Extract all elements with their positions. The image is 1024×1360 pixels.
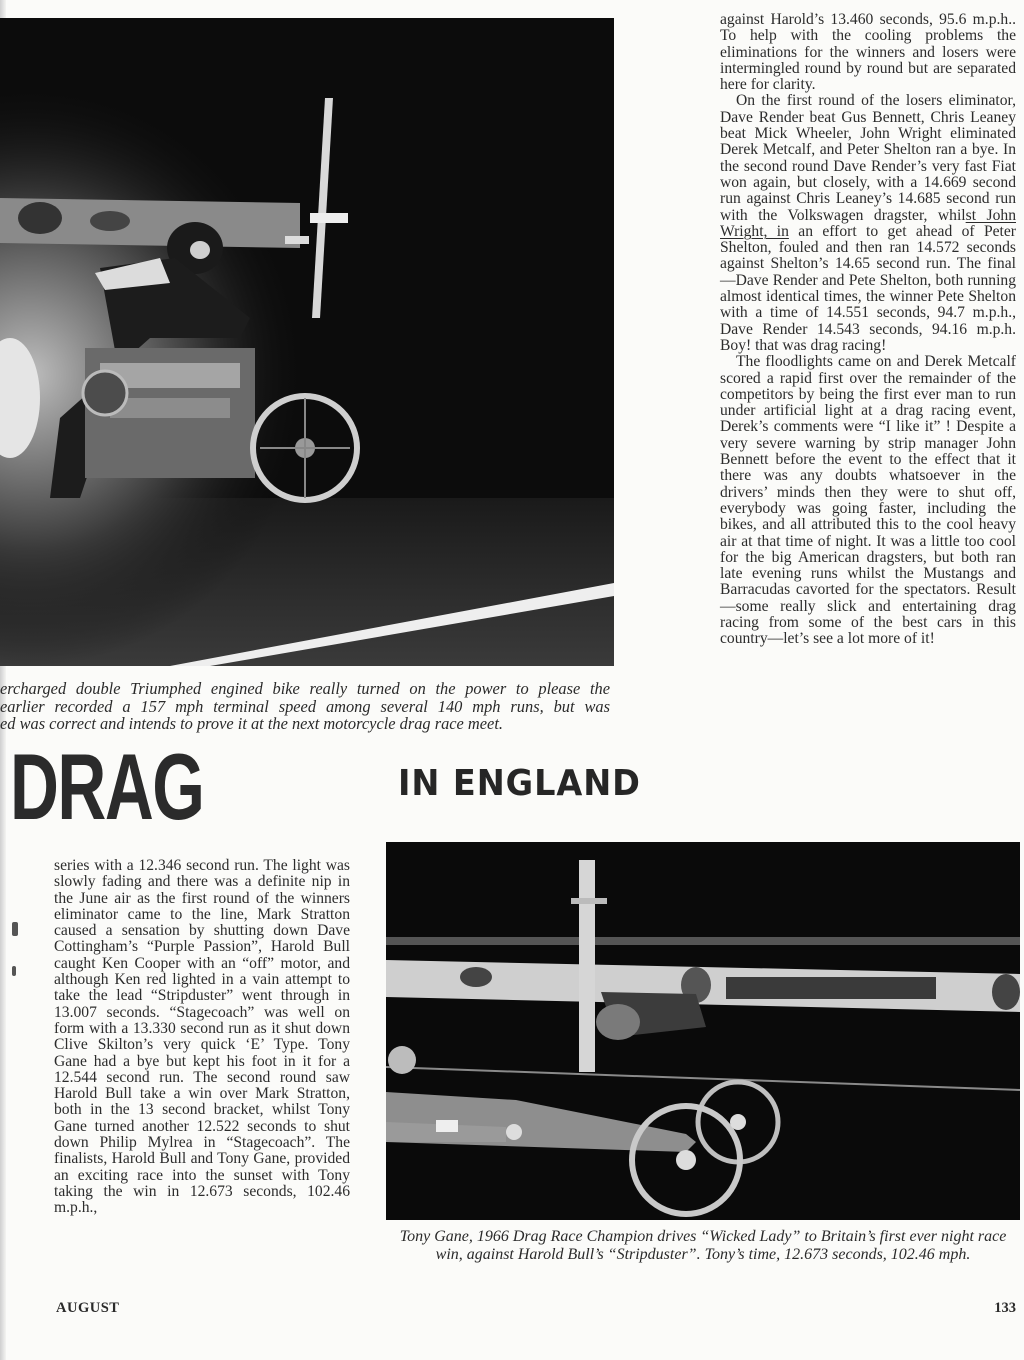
paragraph	[720, 93, 1016, 354]
underlined-text: st John Wright, in	[720, 206, 1016, 240]
photo-caption-bottom: Tony Gane, 1966 Drag Race Champion drives “Wicked Lady” to Britain’s first ever night race win, against Harold Bull’s “Stripduster”. Tony’s time, 12.673 seconds, 102.46 mph.	[399, 1228, 1007, 1263]
paragraph-text: an effort to get ahead of Peter Shelton, fouled and then ran 14.572 seconds against Shelton’s 14.65 second run. The final—Dave Render and Pete Shelton, both running almost identical times, the winner Pete Shelton with a time of 14.551 seconds, 94.7 m.p.h., Dave Render 14.543 seconds, 94.16 m.p.h. Boy! that was drag racing!	[720, 222, 1016, 354]
margin-mark	[12, 966, 16, 976]
caption-top-line: ercharged double Triumphed engined bike really turned on the power to please the	[0, 680, 610, 698]
paragraph: series with a 12.346 second run. The light was slowly fading and there was a definite nip in the June air as the first round of the winners eliminator came to the line, Mark Stratton caused a sensation by shutting down Dave Cottingham’s “Purple Passion”, Harold Bull caught Ken Cooper with an “off” motor, and although Ken red lighted in a vain attempt to take the lead “Stripduster” went through in 13.007 seconds. “Stagecoach” was well on form with a 13.330 second run as it shut down Clive Skilton’s very quick ‘E’ Type. Tony Gane had a bye but kept his foot in it for a 12.544 second run. The second round saw Harold Bull take a win over Mark Stratton, both in the 13 second bracket, whilst Tony Gane turned another 12.522 seconds to shut down Philip Mylrea in “Stagecoach”. The finalists, Harold Bull and Tony Gane, provided an exciting race into the sunset with Tony taking the win in 12.673 seconds, 102.46 m.p.h.,	[54, 857, 350, 1217]
footer-month: AUGUST	[56, 1300, 120, 1316]
headline-in-england: IN ENGLAND	[398, 763, 641, 804]
motorcycle-photo	[0, 18, 614, 666]
article-column-right	[720, 12, 1016, 648]
motorcycle-photo-art	[0, 18, 614, 666]
photo-caption-top	[0, 680, 610, 733]
headline-drag: DRAG	[10, 734, 204, 839]
caption-top-line: earlier recorded a 157 mph terminal speed among several 140 mph runs, but was	[0, 696, 610, 716]
dragster-photo-art	[386, 842, 1020, 1220]
paragraph-text: On the first round of the losers eliminator, Dave Render beat Gus Bennett, Chris Leaney beat Mick Wheeler, John Wright eliminated Derek Metcalf, and Peter Shelton ran a bye. In the second round Dave Render’s very fast Fiat won again, but closely, with a 14.669 second run against Chris Leaney’s 14.685 second run with the Volkswagen dragster, whil	[720, 92, 1016, 224]
dragster-photo	[386, 842, 1020, 1220]
caption-top-line: ed was correct and intends to prove it at the next motorcycle drag race meet.	[0, 714, 503, 733]
page-number: 133	[994, 1300, 1016, 1316]
paragraph: against Harold’s 13.460 seconds, 95.6 m.p.h.. To help with the cooling problems the eliminations for the winners and losers were intermingled round by round but are separated here for clarity.	[720, 11, 1016, 94]
paragraph: The floodlights came on and Derek Metcalf scored a rapid first over the remainder of the competitors by being the first ever man to run under artificial light at a drag racing event, Derek’s comments were “I like it” ! Despite a very severe warning by strip manager John Bennett before the event to the effect that it there was any doubts whatsoever in the drivers’ minds then they were to shut off, everybody was going faster, including the bikes, and all attributed this to the cool heavy air at that time of night. It was a little too cool for the big American dragsters, but both ran late evening runs whilst the Mustangs and Barracudas cavorted for the spectators. Result—some really slick and entertaining drag racing from some of the best cars in this country—let’s see a lot more of it!	[720, 353, 1016, 648]
margin-mark	[12, 922, 18, 936]
article-column-left	[54, 858, 350, 1217]
